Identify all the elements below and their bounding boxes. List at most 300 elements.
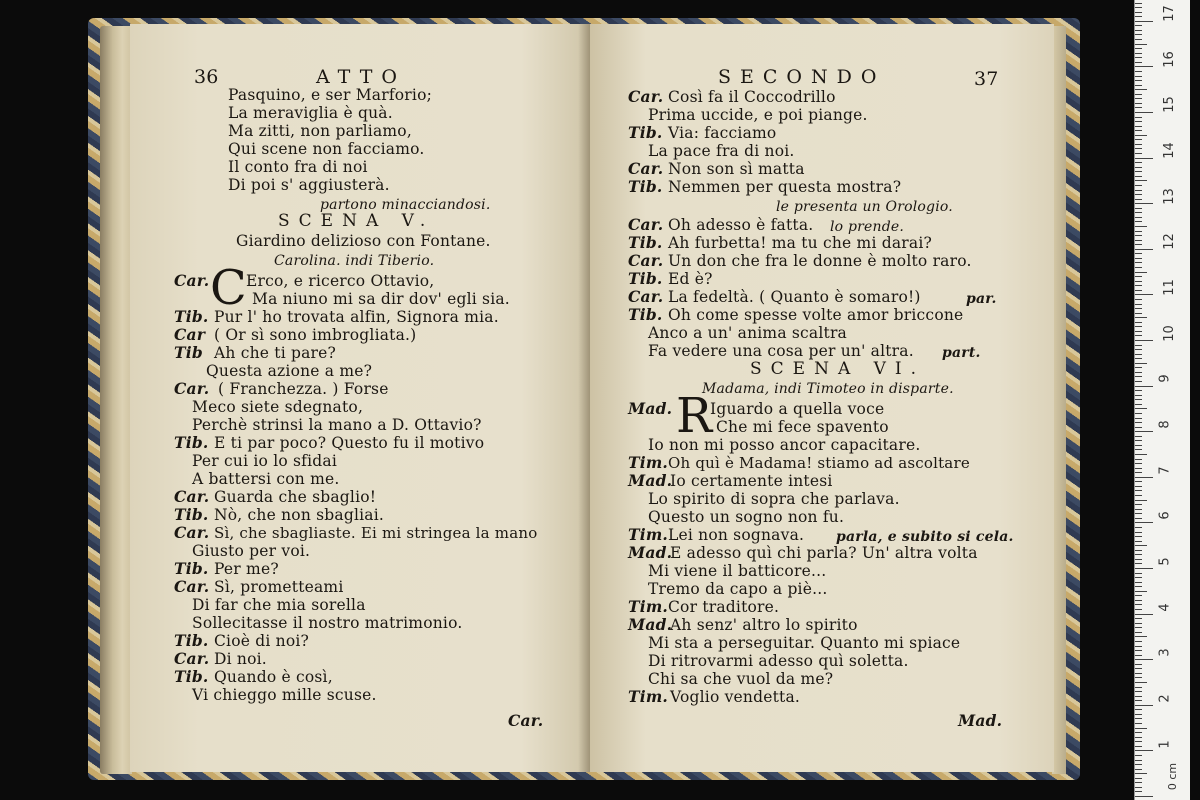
ruler-tick	[1135, 677, 1142, 678]
ruler-tick	[1135, 586, 1142, 587]
stage-direction: lo prende.	[830, 219, 905, 235]
ruler-label: 17	[1161, 5, 1177, 22]
ruler-tick	[1135, 372, 1142, 373]
ruler-tick	[1135, 632, 1142, 633]
text-line: E adesso quì chi parla? Un' altra volta	[670, 544, 978, 562]
page-number: 36	[194, 66, 219, 88]
ruler-tick	[1135, 335, 1142, 336]
ruler-tick	[1135, 755, 1142, 756]
ruler-tick	[1135, 208, 1142, 209]
ruler-tick	[1135, 769, 1142, 770]
speaker: Tib	[174, 343, 203, 362]
ruler-tick	[1135, 390, 1142, 391]
ruler-tick	[1135, 418, 1142, 419]
text-line: Di poi s' aggiusterà.	[228, 176, 390, 194]
ruler-tick	[1135, 627, 1142, 628]
ruler-tick	[1135, 158, 1153, 159]
ruler-label: 10	[1161, 325, 1177, 342]
text-line: Di far che mia sorella	[192, 596, 366, 614]
ruler-tick	[1135, 176, 1142, 177]
speaker: Tib.	[174, 505, 209, 524]
ruler-tick	[1135, 66, 1153, 67]
ruler-tick	[1135, 139, 1142, 140]
ruler-tick	[1135, 705, 1153, 706]
ruler-tick	[1135, 463, 1142, 464]
ruler-tick	[1135, 582, 1142, 583]
ruler-tick	[1135, 285, 1142, 286]
ruler-tick	[1135, 253, 1142, 254]
page-edges-right	[1052, 26, 1066, 774]
ruler-tick	[1135, 573, 1142, 574]
speaker: Car.	[174, 487, 210, 506]
ruler-tick	[1135, 53, 1142, 54]
ruler-tick	[1135, 486, 1142, 487]
speaker: Car.	[628, 159, 664, 178]
ruler-tick	[1135, 536, 1142, 537]
ruler-tick	[1135, 477, 1153, 478]
ruler-tick	[1135, 604, 1142, 605]
running-head: SECONDO	[718, 66, 886, 88]
ruler-tick	[1135, 522, 1153, 523]
ruler-tick	[1135, 249, 1153, 250]
text-line: Meco siete sdegnato,	[192, 398, 364, 416]
ruler-label: 4	[1157, 603, 1173, 612]
ruler-tick	[1135, 532, 1142, 533]
ruler-tick	[1135, 281, 1142, 282]
ruler-tick	[1135, 304, 1142, 305]
ruler-tick	[1135, 718, 1142, 719]
ruler-tick	[1135, 682, 1147, 683]
ruler-label: 15	[1161, 96, 1177, 113]
page-number: 37	[974, 68, 999, 90]
ruler-label: 16	[1161, 51, 1177, 68]
ruler-unit-label: 0 cm	[1166, 762, 1180, 791]
ruler-tick	[1135, 126, 1142, 127]
speaker: Mad.	[628, 471, 673, 490]
ruler-tick	[1135, 600, 1142, 601]
speaker: Car.	[628, 287, 664, 306]
ruler-tick	[1135, 650, 1142, 651]
ruler-tick	[1135, 700, 1142, 701]
speaker: Car	[174, 325, 206, 344]
ruler-tick	[1135, 509, 1142, 510]
ruler-tick	[1135, 737, 1142, 738]
ruler-tick	[1135, 614, 1153, 615]
ruler-tick	[1135, 646, 1142, 647]
text-line: Vi chieggo mille scuse.	[192, 686, 377, 704]
ruler-label: 6	[1157, 511, 1173, 520]
ruler-tick	[1135, 559, 1142, 560]
speaker: Mad.	[628, 543, 673, 562]
characters-line: Carolina. indi Tiberio.	[274, 253, 435, 269]
text-line: Qui scene non facciamo.	[228, 140, 425, 158]
text-line: Erco, e ricerco Ottavio,	[246, 272, 435, 290]
text-line: Questo un sogno non fu.	[648, 508, 845, 526]
drop-cap: C	[210, 260, 247, 316]
ruler-tick	[1135, 12, 1142, 13]
speaker: Tim.	[628, 525, 669, 544]
ruler-tick	[1135, 554, 1142, 555]
stage-direction: par.	[966, 291, 997, 307]
ruler-tick	[1135, 399, 1142, 400]
ruler-label: 5	[1157, 557, 1173, 566]
ruler-tick	[1135, 235, 1142, 236]
text-line: Cor traditore.	[668, 598, 780, 616]
text-line: Oh quì è Madama! stiamo ad ascoltare	[668, 454, 970, 472]
ruler-tick	[1135, 203, 1153, 204]
ruler-tick	[1135, 317, 1147, 318]
ruler-tick	[1135, 449, 1142, 450]
speaker: Car.	[628, 215, 664, 234]
ruler-tick	[1135, 687, 1142, 688]
ruler-label: 8	[1157, 420, 1173, 429]
ruler-tick	[1135, 454, 1147, 455]
ruler-tick	[1135, 7, 1142, 8]
ruler-tick	[1135, 500, 1147, 501]
text-line: Fa vedere una cosa per un' altra.	[648, 342, 914, 360]
ruler-tick	[1135, 267, 1142, 268]
ruler-tick	[1135, 760, 1142, 761]
ruler-tick	[1135, 518, 1142, 519]
text-line: Sollecitasse il nostro matrimonio.	[192, 614, 463, 632]
ruler-tick	[1135, 3, 1142, 4]
ruler-tick	[1135, 30, 1142, 31]
ruler-tick	[1135, 117, 1142, 118]
text-line: Voglio vendetta.	[670, 688, 801, 706]
ruler-label: 14	[1161, 142, 1177, 159]
ruler-tick	[1135, 39, 1142, 40]
speaker: Tib.	[174, 307, 209, 326]
text-line: Lei non sognava.	[668, 526, 805, 544]
ruler-tick	[1135, 363, 1147, 364]
text-line: Per me?	[214, 560, 279, 578]
ruler-tick	[1135, 153, 1142, 154]
stage-direction: partono minacciandosi.	[320, 197, 491, 213]
ruler-tick	[1135, 563, 1142, 564]
ruler-tick	[1135, 345, 1142, 346]
speaker: Tim.	[628, 687, 669, 706]
text-line: Prima uccide, e poi piange.	[648, 106, 868, 124]
catchword: Mad.	[958, 711, 1003, 730]
ruler-tick	[1135, 258, 1142, 259]
speaker: Tim.	[628, 597, 669, 616]
speaker: Car.	[628, 251, 664, 270]
text-line: Anco a un' anima scaltra	[648, 324, 847, 342]
left-page	[130, 24, 590, 772]
ruler-tick	[1135, 709, 1142, 710]
ruler-tick	[1135, 34, 1142, 35]
ruler-tick	[1135, 568, 1153, 569]
ruler-tick	[1135, 322, 1142, 323]
ruler-tick	[1135, 376, 1142, 377]
text-line: ( Or sì sono imbrogliata.)	[214, 326, 417, 344]
speaker: Mad.	[628, 615, 673, 634]
ruler-tick	[1135, 577, 1142, 578]
text-line: Ah furbetta! ma tu che mi darai?	[668, 234, 933, 252]
text-line: Ah senz' altro lo spirito	[670, 616, 858, 634]
text-line: Lo spirito di sopra che parlava.	[648, 490, 900, 508]
ruler-tick	[1135, 244, 1142, 245]
text-line: La fedeltà. ( Quanto è somaro!)	[668, 288, 921, 306]
text-line: Oh adesso è fatta.	[668, 216, 814, 234]
text-line: Sì, prometteami	[214, 578, 344, 596]
ruler-tick	[1135, 231, 1142, 232]
ruler-tick	[1135, 162, 1142, 163]
ruler-tick	[1135, 217, 1142, 218]
ruler-tick	[1135, 636, 1147, 637]
ruler-tick	[1135, 130, 1142, 131]
ruler-tick	[1135, 550, 1142, 551]
text-line: Pasquino, e ser Marforio;	[228, 86, 433, 104]
ruler-tick	[1135, 427, 1142, 428]
ruler-tick	[1135, 495, 1142, 496]
ruler-tick	[1135, 782, 1142, 783]
ruler-tick	[1135, 513, 1142, 514]
ruler-tick	[1135, 221, 1142, 222]
speaker: Tib.	[174, 631, 209, 650]
text-line: Nò, che non sbagliai.	[214, 506, 385, 524]
ruler-tick	[1135, 623, 1142, 624]
text-line: Sì, che sbagliaste. Ei mi stringea la mano	[214, 524, 538, 542]
text-line: E ti par poco? Questo fu il motivo	[214, 434, 485, 452]
text-line: Oh come spesse volte amor briccone	[668, 306, 964, 324]
ruler-tick	[1135, 212, 1142, 213]
ruler-label: 12	[1161, 233, 1177, 250]
text-line: Per cui io lo sfidai	[192, 452, 337, 470]
ruler-tick	[1135, 609, 1142, 610]
ruler-tick	[1135, 386, 1153, 387]
speaker: Tib.	[628, 305, 663, 324]
ruler-tick	[1135, 190, 1142, 191]
catchword: Car.	[508, 711, 544, 730]
ruler-tick	[1135, 490, 1142, 491]
ruler-tick	[1135, 358, 1142, 359]
text-line: Io non mi posso ancor capacitare.	[648, 436, 921, 454]
ruler-tick	[1135, 16, 1142, 17]
ruler-label: 9	[1157, 374, 1173, 383]
text-line: Quando è così,	[214, 668, 333, 686]
ruler-tick	[1135, 80, 1142, 81]
ruler-tick	[1135, 618, 1142, 619]
ruler-tick	[1135, 741, 1142, 742]
ruler-tick	[1135, 276, 1142, 277]
right-page	[590, 24, 1054, 772]
ruler-tick	[1135, 668, 1142, 669]
stage-direction: part.	[942, 345, 981, 361]
speaker: Car.	[174, 577, 210, 596]
text-line: Io certamente intesi	[670, 472, 833, 490]
ruler-tick	[1135, 591, 1147, 592]
ruler-tick	[1135, 413, 1142, 414]
scene-setting: Giardino delizioso con Fontane.	[236, 232, 491, 250]
speaker: Car.	[174, 649, 210, 668]
ruler-tick	[1135, 659, 1153, 660]
ruler-tick	[1135, 21, 1153, 22]
text-line: Mi sta a perseguitar. Quanto mi spiace	[648, 634, 961, 652]
ruler-tick	[1135, 112, 1153, 113]
speaker: Tib.	[628, 233, 663, 252]
ruler-tick	[1135, 541, 1142, 542]
text-line: Perchè strinsi la mano a D. Ottavio?	[192, 416, 482, 434]
ruler-tick	[1135, 791, 1142, 792]
ruler-tick	[1135, 472, 1142, 473]
text-line: Non son sì matta	[668, 160, 805, 178]
ruler-tick	[1135, 272, 1147, 273]
text-line: La meraviglia è quà.	[228, 104, 393, 122]
ruler-tick	[1135, 527, 1142, 528]
ruler-tick	[1135, 194, 1142, 195]
ruler-tick	[1135, 381, 1142, 382]
text-line: Guarda che sbaglio!	[214, 488, 377, 506]
ruler-tick	[1135, 308, 1142, 309]
ruler-tick	[1135, 199, 1142, 200]
text-line: Chi sa che vuol da me?	[648, 670, 834, 688]
ruler-tick	[1135, 62, 1142, 63]
speaker: Tib.	[174, 559, 209, 578]
ruler-tick	[1135, 299, 1142, 300]
speaker: Car.	[174, 523, 210, 542]
ruler-tick	[1135, 408, 1147, 409]
scene-heading: SCENA VI.	[750, 359, 926, 379]
ruler-tick	[1135, 354, 1142, 355]
ruler-tick	[1135, 445, 1142, 446]
ruler-tick	[1135, 481, 1142, 482]
text-line: Ma niuno mi sa dir dov' egli sia.	[252, 290, 510, 308]
ruler-tick	[1135, 98, 1142, 99]
ruler-tick	[1135, 746, 1142, 747]
ruler-label: 2	[1157, 694, 1173, 703]
speaker: Tib.	[628, 269, 663, 288]
speaker: Car.	[174, 379, 210, 398]
ruler-tick	[1135, 431, 1153, 432]
ruler-tick	[1135, 290, 1142, 291]
text-line: Così fa il Coccodrillo	[668, 88, 836, 106]
characters-line: Madama, indi Timoteo in disparte.	[702, 381, 954, 397]
ruler-tick	[1135, 48, 1142, 49]
ruler-tick	[1135, 349, 1142, 350]
text-line: ( Franchezza. ) Forse	[218, 380, 389, 398]
ruler-tick	[1135, 773, 1147, 774]
ruler-tick	[1135, 226, 1147, 227]
ruler-tick	[1135, 85, 1142, 86]
speaker: Tib.	[628, 177, 663, 196]
ruler-tick	[1135, 25, 1142, 26]
drop-cap: R	[676, 388, 713, 444]
ruler-tick	[1135, 595, 1142, 596]
text-line: Nemmen per questa mostra?	[668, 178, 902, 196]
speaker: Tib.	[628, 123, 663, 142]
ruler-tick	[1135, 764, 1142, 765]
ruler-tick	[1135, 262, 1142, 263]
speaker: Tib.	[174, 433, 209, 452]
ruler-tick	[1135, 71, 1142, 72]
ruler-tick	[1135, 691, 1142, 692]
text-line: Ed è?	[668, 270, 713, 288]
ruler-tick	[1135, 171, 1142, 172]
speaker: Tib.	[174, 667, 209, 686]
ruler-tick	[1135, 728, 1147, 729]
ruler-tick	[1135, 135, 1147, 136]
ruler-label: 3	[1157, 648, 1173, 657]
ruler-tick	[1135, 326, 1142, 327]
measuring-ruler	[1134, 0, 1190, 800]
ruler-tick	[1135, 436, 1142, 437]
text-line: Pur l' ho trovata alfin, Signora mia.	[214, 308, 499, 326]
text-line: Il conto fra di noi	[228, 158, 368, 176]
text-line: Mi viene il batticore...	[648, 562, 827, 580]
stage-direction: le presenta un Orologio.	[776, 199, 953, 215]
ruler-tick	[1135, 732, 1142, 733]
text-line: Ma zitti, non parliamo,	[228, 122, 412, 140]
ruler-tick	[1135, 367, 1142, 368]
ruler-label: 13	[1161, 188, 1177, 205]
ruler-tick	[1135, 395, 1142, 396]
ruler-tick	[1135, 723, 1142, 724]
ruler-tick	[1135, 185, 1142, 186]
ruler-tick	[1135, 340, 1153, 341]
stage-direction: parla, e subito si cela.	[836, 529, 1014, 545]
ruler-tick	[1135, 750, 1153, 751]
ruler-tick	[1135, 107, 1142, 108]
speaker: Mad.	[628, 399, 673, 418]
ruler-tick	[1135, 440, 1142, 441]
ruler-tick	[1135, 103, 1142, 104]
text-line: Cioè di noi?	[214, 632, 310, 650]
ruler-tick	[1135, 664, 1142, 665]
ruler-tick	[1135, 655, 1142, 656]
ruler-tick	[1135, 294, 1153, 295]
ruler-tick	[1135, 796, 1153, 797]
ruler-label: 7	[1157, 466, 1173, 475]
page-edges-left	[100, 26, 132, 774]
speaker: Car.	[628, 87, 664, 106]
text-line: Che mi fece spavento	[716, 418, 889, 436]
ruler-tick	[1135, 404, 1142, 405]
ruler-tick	[1135, 148, 1142, 149]
text-line: Di noi.	[214, 650, 267, 668]
ruler-tick	[1135, 331, 1142, 332]
ruler-tick	[1135, 545, 1147, 546]
text-line: Di ritrovarmi adesso quì soletta.	[648, 652, 909, 670]
text-line: Iguardo a quella voce	[710, 400, 885, 418]
ruler-tick	[1135, 641, 1142, 642]
text-line: Questa azione a me?	[206, 362, 373, 380]
ruler-tick	[1135, 144, 1142, 145]
text-line: Un don che fra le donne è molto raro.	[668, 252, 972, 270]
text-line: La pace fra di noi.	[648, 142, 795, 160]
ruler-label: 1	[1157, 740, 1173, 749]
speaker: Tim.	[628, 453, 669, 472]
ruler-label: 11	[1161, 279, 1177, 296]
speaker: Car.	[174, 271, 210, 290]
ruler-tick	[1135, 504, 1142, 505]
ruler-tick	[1135, 787, 1142, 788]
running-head: ATTO	[316, 66, 406, 88]
text-line: Tremo da capo a piè...	[648, 580, 828, 598]
ruler-tick	[1135, 76, 1142, 77]
ruler-tick	[1135, 240, 1142, 241]
text-line: Giusto per voi.	[192, 542, 311, 560]
ruler-tick	[1135, 459, 1142, 460]
ruler-tick	[1135, 167, 1142, 168]
ruler-tick	[1135, 778, 1142, 779]
ruler-tick	[1135, 57, 1142, 58]
text-line: Via: facciamo	[668, 124, 777, 142]
text-line: Ah che ti pare?	[214, 344, 337, 362]
ruler-tick	[1135, 468, 1142, 469]
ruler-tick	[1135, 696, 1142, 697]
ruler-tick	[1135, 121, 1142, 122]
